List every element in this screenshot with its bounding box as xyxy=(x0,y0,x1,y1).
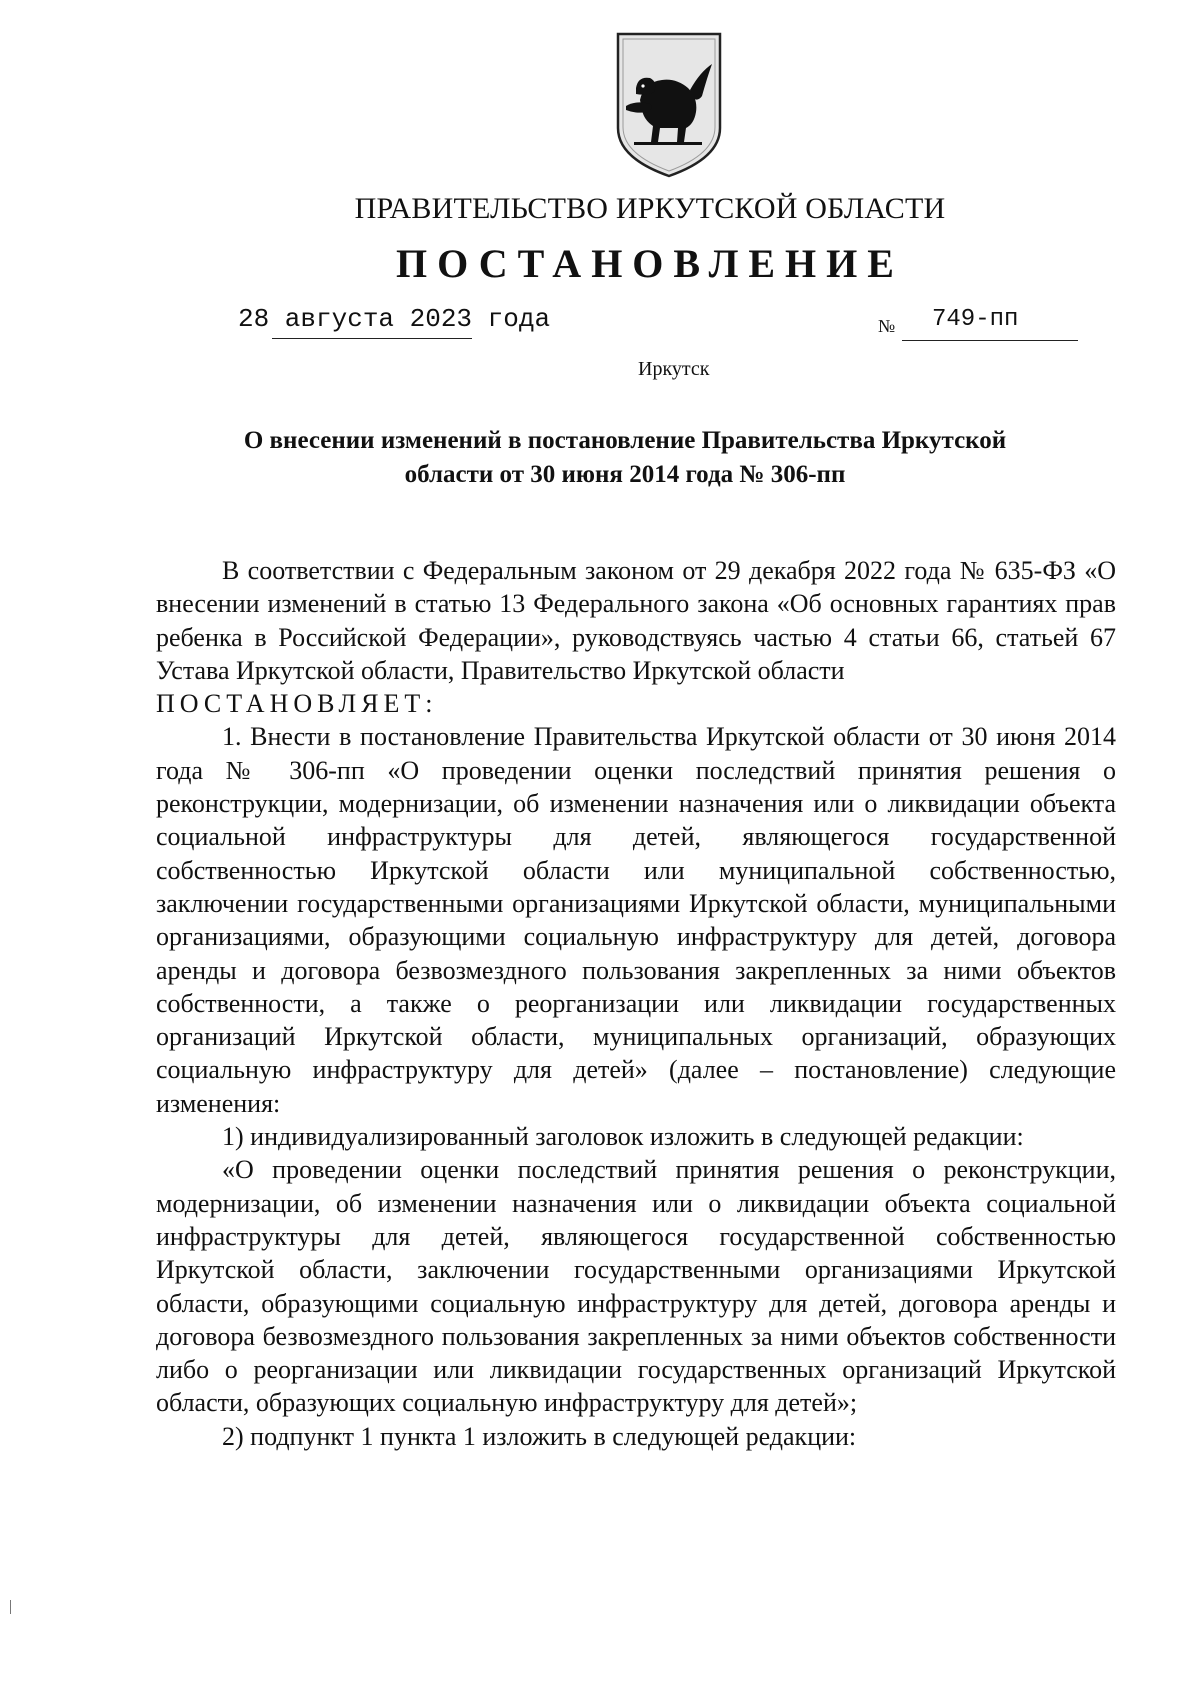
document-body xyxy=(156,554,1116,1453)
coat-of-arms-icon xyxy=(614,30,724,180)
scan-margin-mark xyxy=(10,1600,11,1614)
heading-line-1: О внесении изменений в постановление Правительства Иркутской xyxy=(243,427,1007,454)
document-date: 28 августа 2023 года xyxy=(238,304,551,334)
quoted-title-paragraph: «О проведении оценки последствий принятия решения о реконструкции, модернизации, об изменении назначения или о ликвидации объекта социальной инфраструктуры для детей, являющегося государственной собственностью Иркутской области, заключении государственными организациями Иркутской области, образующими социальную инфраструктуру для детей, договора аренды и договора безвозмездного пользования закрепленных за ними объектов собственности либо о реорганизации или ликвидации государственных организаций Иркутской области, образующих социальную инфраструктуру для детей»; xyxy=(156,1155,1116,1418)
subitem-1-paragraph: 1) индивидуализированный заголовок изложить в следующей редакции: xyxy=(222,1122,1024,1152)
document-heading xyxy=(150,424,1100,492)
heading-line-2: области от 30 июня 2014 года № 306-пп xyxy=(404,461,846,488)
city-name: Иркутск xyxy=(638,358,710,380)
item-1-paragraph: 1. Внести в постановление Правительства Иркутской области от 30 июня 2014 года № 306-пп «О проведении оценки последствий принятия решения о реконструкции, модернизации, об изменении назначения или о ликвидации объекта социальной инфраструктуры для детей, являющегося государственной собственностью Иркутской области или муниципальной собственностью, заключении государственными организациями Иркутской области, муниципальными организациями, образующими социальную инфраструктуру для детей, договора аренды и договора безвозмездного пользования закрепленных за ними объектов собственности, а также о реорганизации или ликвидации государственных организаций Иркутской области, муниципальных организаций, образующих социальную инфраструктуру для детей» (далее – постановление) следующие изменения: xyxy=(156,722,1116,1118)
subitem-2-paragraph: 2) подпункт 1 пункта 1 изложить в следующей редакции: xyxy=(222,1421,857,1451)
document-number: 749-пп xyxy=(932,306,1019,333)
decree-word: ПОСТАНОВЛЯЕТ: xyxy=(156,689,438,719)
number-sign: № xyxy=(878,316,896,336)
date-underline xyxy=(272,338,472,339)
document-type-title: ПОСТАНОВЛЕНИЕ xyxy=(396,241,904,286)
preamble-paragraph: В соответствии с Федеральным законом от 29 декабря 2022 года № 635-ФЗ «О внесении изменений в статью 13 Федерального закона «Об основных гарантиях прав ребенка в Российской Федерации», руководствуясь частью 4 статьи 66, статьей 67 Устава Иркутской области, Правительство Иркутской области xyxy=(156,556,1116,685)
government-title: ПРАВИТЕЛЬСТВО ИРКУТСКОЙ ОБЛАСТИ xyxy=(354,192,946,225)
number-underline xyxy=(902,340,1078,341)
